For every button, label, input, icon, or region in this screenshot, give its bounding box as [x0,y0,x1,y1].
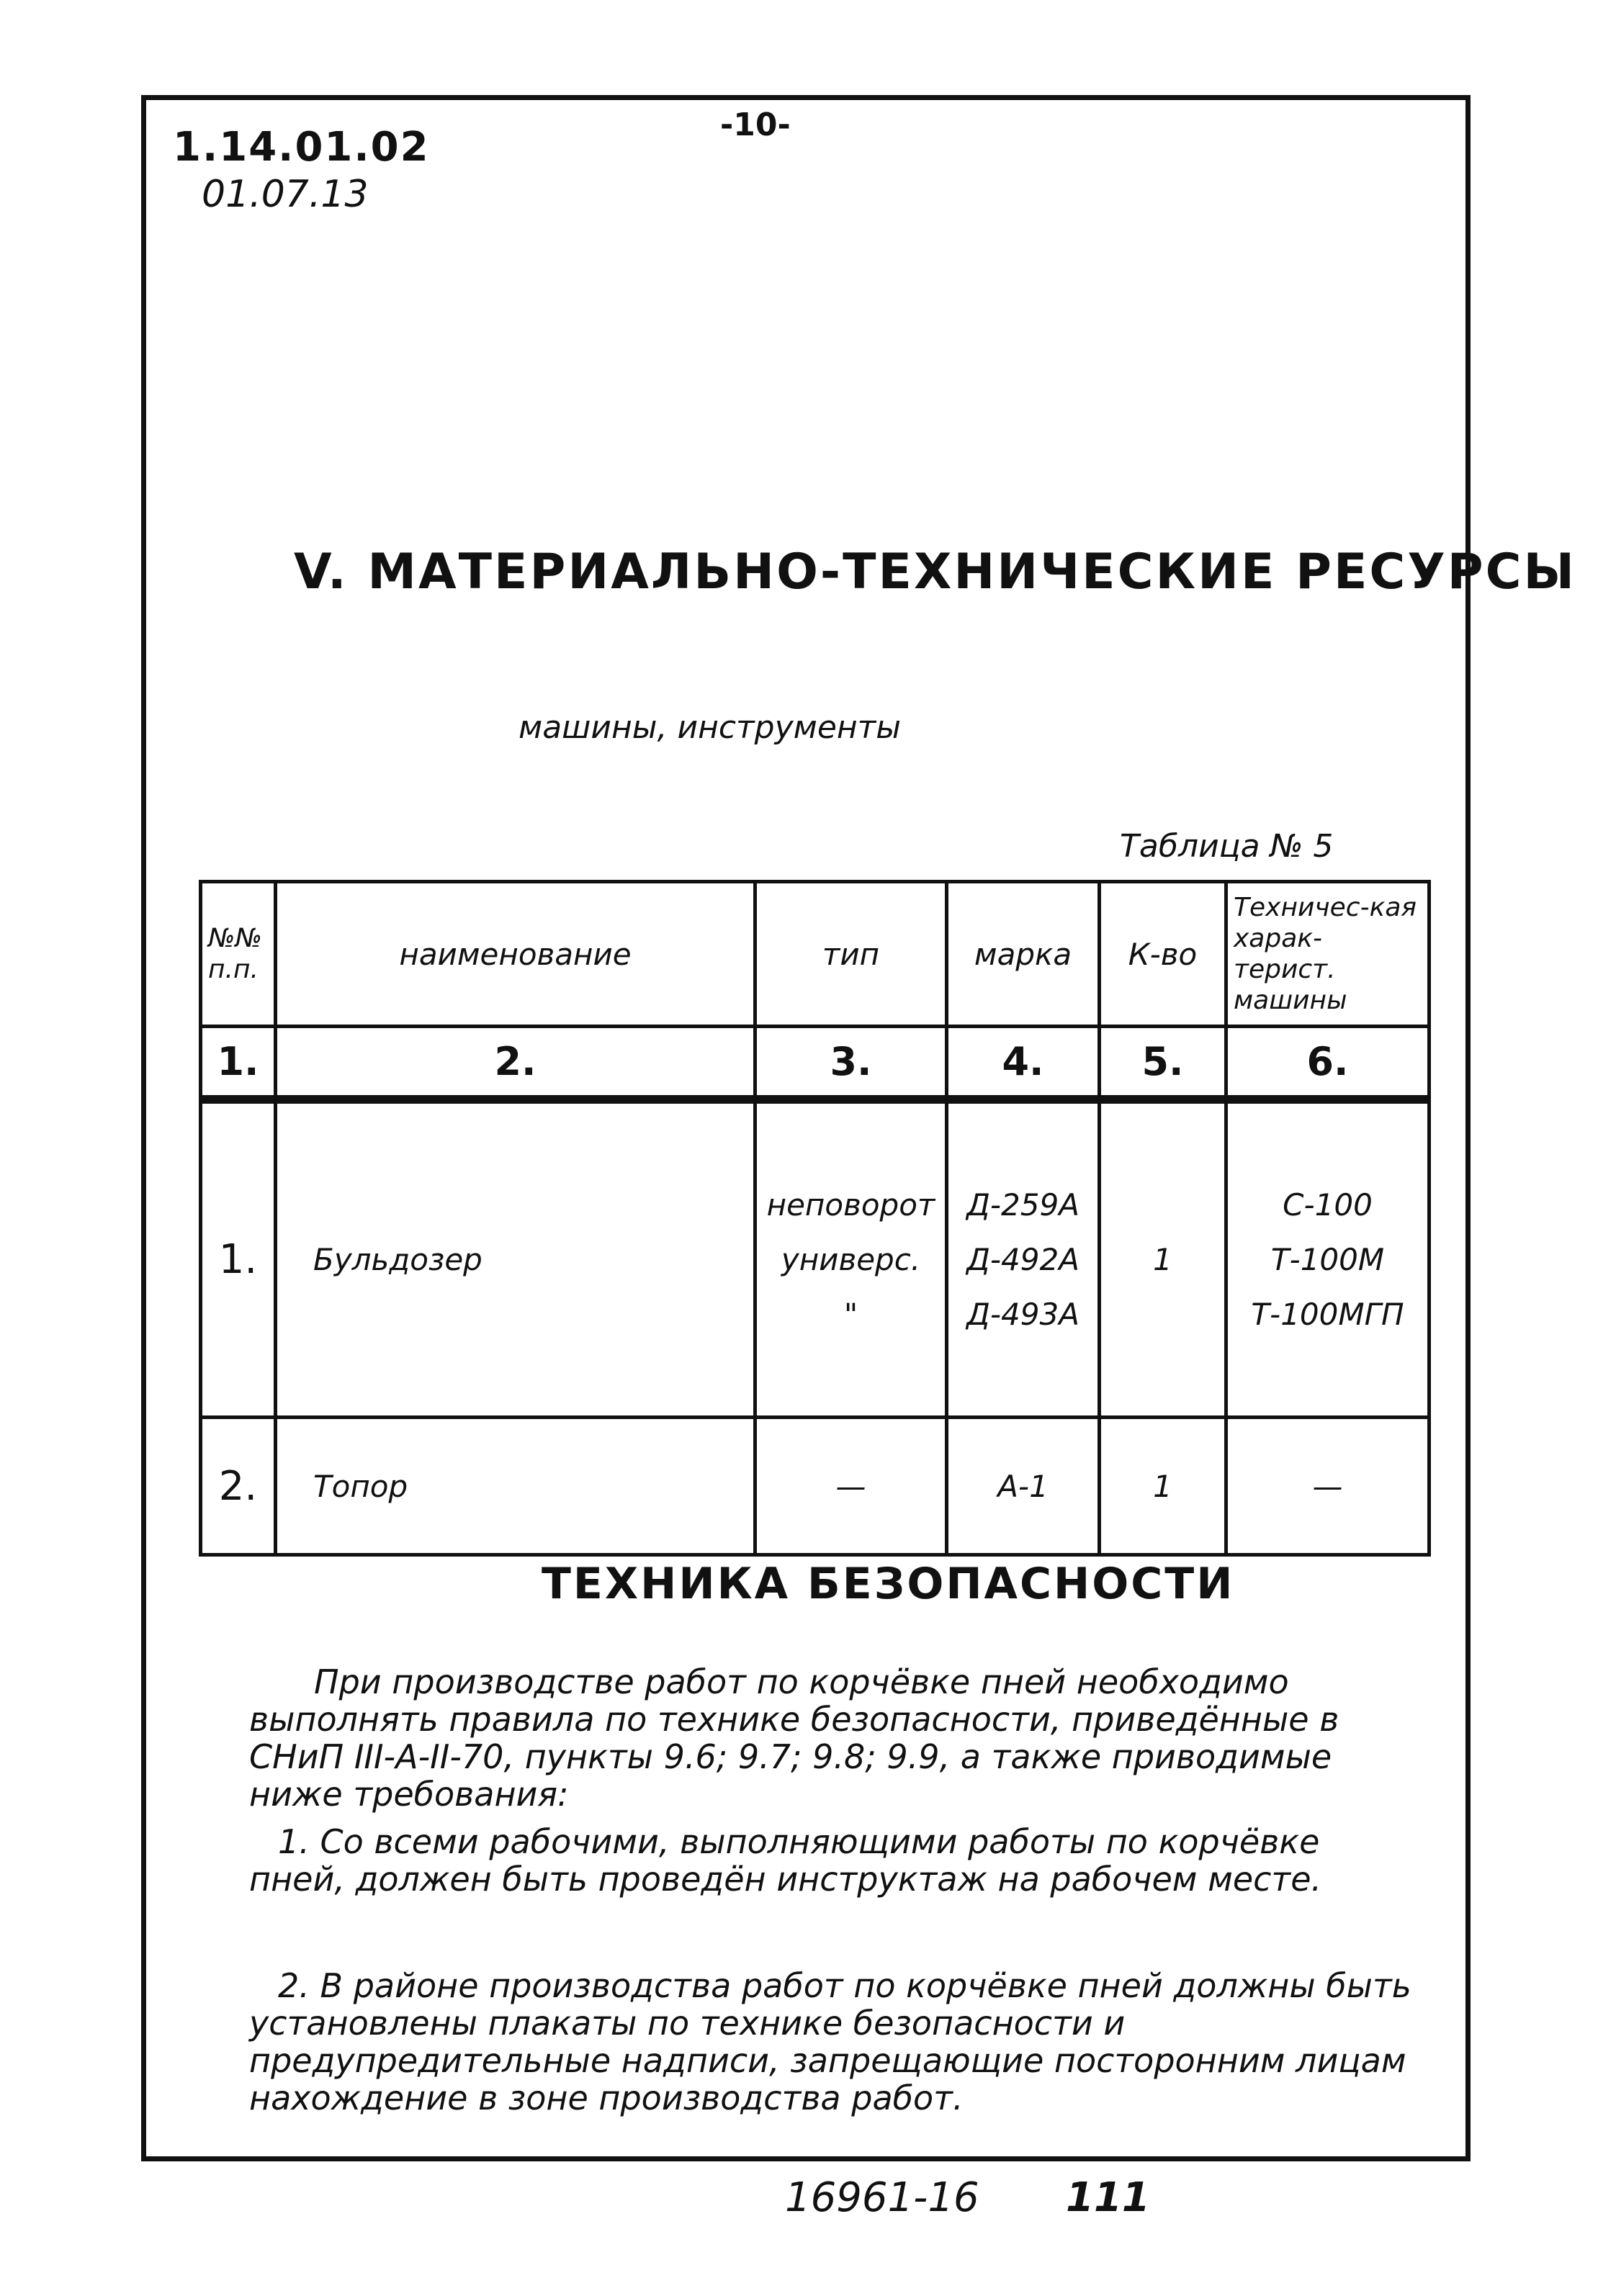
section-title: V. МАТЕРИАЛЬНО-ТЕХНИЧЕСКИЕ РЕСУРСЫ [294,544,1576,600]
header-name: наименование [276,882,755,1027]
safety-paragraph: 1. Со всеми рабочими, выполняющими работы по корчёвке пней, должен быть проведён инструктаж на рабочем месте. [249,1822,1322,1899]
row-type: универс. [781,1241,921,1277]
column-number: 3. [755,1027,947,1100]
resources-table [199,880,1431,1557]
row-mark: Д-259А [966,1187,1079,1223]
row-specs [1226,1099,1429,1418]
row-mark: Д-492А [966,1241,1079,1277]
document-code-secondary: 01.07.13 [202,173,369,216]
table-row [201,1099,1429,1418]
row-spec: — [1226,1418,1429,1555]
row-type: — [755,1418,947,1555]
row-marks [947,1099,1100,1418]
section-subtitle: машины, инструменты [519,709,902,746]
row-type: " [843,1296,858,1332]
page-number: -10- [720,107,791,143]
safety-paragraph: 2. В районе производства работ по корчёвке пней должны быть установлены плакаты по технике безопасности и предупредительные надписи, запрещающие посторонним лицам нахождение в зоне производства работ. [249,1966,1411,2117]
column-number: 5. [1100,1027,1226,1100]
row-mark: А-1 [947,1418,1100,1555]
header-specs: Техничес-кая харак-терист. машины [1226,882,1429,1027]
row-number: 2. [201,1418,276,1555]
row-mark: Д-493А [966,1296,1079,1332]
row-spec: Т-100М [1270,1241,1385,1277]
row-number: 1. [201,1099,276,1418]
column-number: 2. [276,1027,755,1100]
row-spec: Т-100МГП [1251,1296,1404,1332]
column-number: 1. [201,1027,276,1100]
safety-title: ТЕХНИКА БЕЗОПАСНОСТИ [542,1559,1235,1609]
column-number-row [201,1027,1429,1100]
table-row [201,1418,1429,1555]
column-number: 4. [947,1027,1100,1100]
safety-paragraph: При производстве работ по корчёвке пней необходимо выполнять правила по технике безопасности, приведённые в СНиП III-А-II-70, пункты 9.6; 9.7; 9.8; 9.9, а также приводимые ниже требования: [249,1662,1339,1814]
document-code: 1.14.01.02 [173,124,430,171]
table-header-row [201,882,1429,1027]
column-number: 6. [1226,1027,1429,1100]
header-quantity: К-во [1100,882,1226,1027]
row-quantity: 1 [1100,1418,1226,1555]
row-quantity: 1 [1100,1099,1226,1418]
footer-number: 16961-16 [785,2174,979,2221]
row-type: неповорот [766,1187,935,1223]
table-label: Таблица № 5 [1120,828,1334,865]
row-name: Топор [276,1418,755,1555]
header-number: №№ п.п. [201,882,276,1027]
header-mark: марка [947,882,1100,1027]
row-name: Бульдозер [276,1099,755,1418]
footer-sheet: 111 [1066,2174,1150,2221]
header-type: тип [755,882,947,1027]
row-spec: С-100 [1283,1187,1373,1223]
row-types [755,1099,947,1418]
